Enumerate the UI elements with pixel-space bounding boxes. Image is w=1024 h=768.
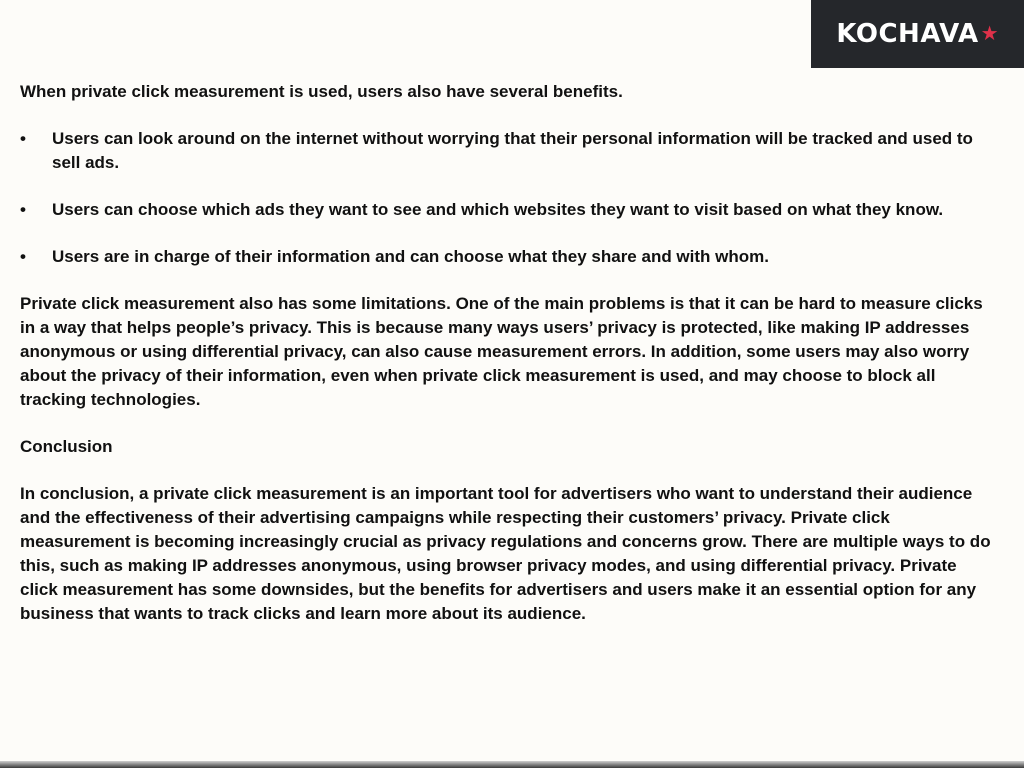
limitations-paragraph: Private click measurement also has some limitations. One of the main problems is that it can be hard to measure clicks in a way that helps people’s privacy. This is because many ways users’ privacy is protected, like making IP addresses anonymous or using differential privacy, can also cause measurement errors. In addition, some users may also worry about the privacy of their information, even when private click measurement is used, and may choose to block all tracking technologies.: [20, 294, 983, 409]
bullet-icon: •: [20, 247, 26, 266]
list-item: [20, 198, 992, 222]
conclusion-paragraph: In conclusion, a private click measurement is an important tool for advertisers who want to understand their audience and the effectiveness of their advertising campaigns while respecting their customers’ privacy. Private click measurement is becoming increasingly crucial as privacy regulations and concerns grow. There are multiple ways to do this, such as making IP addresses anonymous, using browser privacy modes, and using differential privacy. Private click measurement has some downsides, but the benefits for advertisers and users make it an essential option for any business that wants to track clicks and learn more about its audience.: [20, 484, 991, 623]
bottom-border: [0, 761, 1024, 768]
list-item-text: Users can choose which ads they want to see and which websites they want to visit based on what they know.: [52, 200, 944, 219]
list-item-text: Users are in charge of their information and can choose what they share and with whom.: [52, 247, 769, 266]
list-item-text: Users can look around on the internet without worrying that their personal information will be tracked and used to sell ads.: [52, 129, 973, 172]
bullet-icon: •: [20, 200, 26, 219]
document-body: [20, 80, 992, 626]
brand-name: KOCHAVA: [836, 19, 979, 49]
intro-paragraph: When private click measurement is used, users also have several benefits.: [20, 82, 623, 101]
star-icon: ★: [980, 22, 999, 45]
list-item: [20, 245, 992, 269]
bullet-icon: •: [20, 129, 26, 148]
conclusion-heading: Conclusion: [20, 437, 113, 456]
list-item: [20, 127, 992, 175]
brand-logo: [811, 0, 1024, 68]
